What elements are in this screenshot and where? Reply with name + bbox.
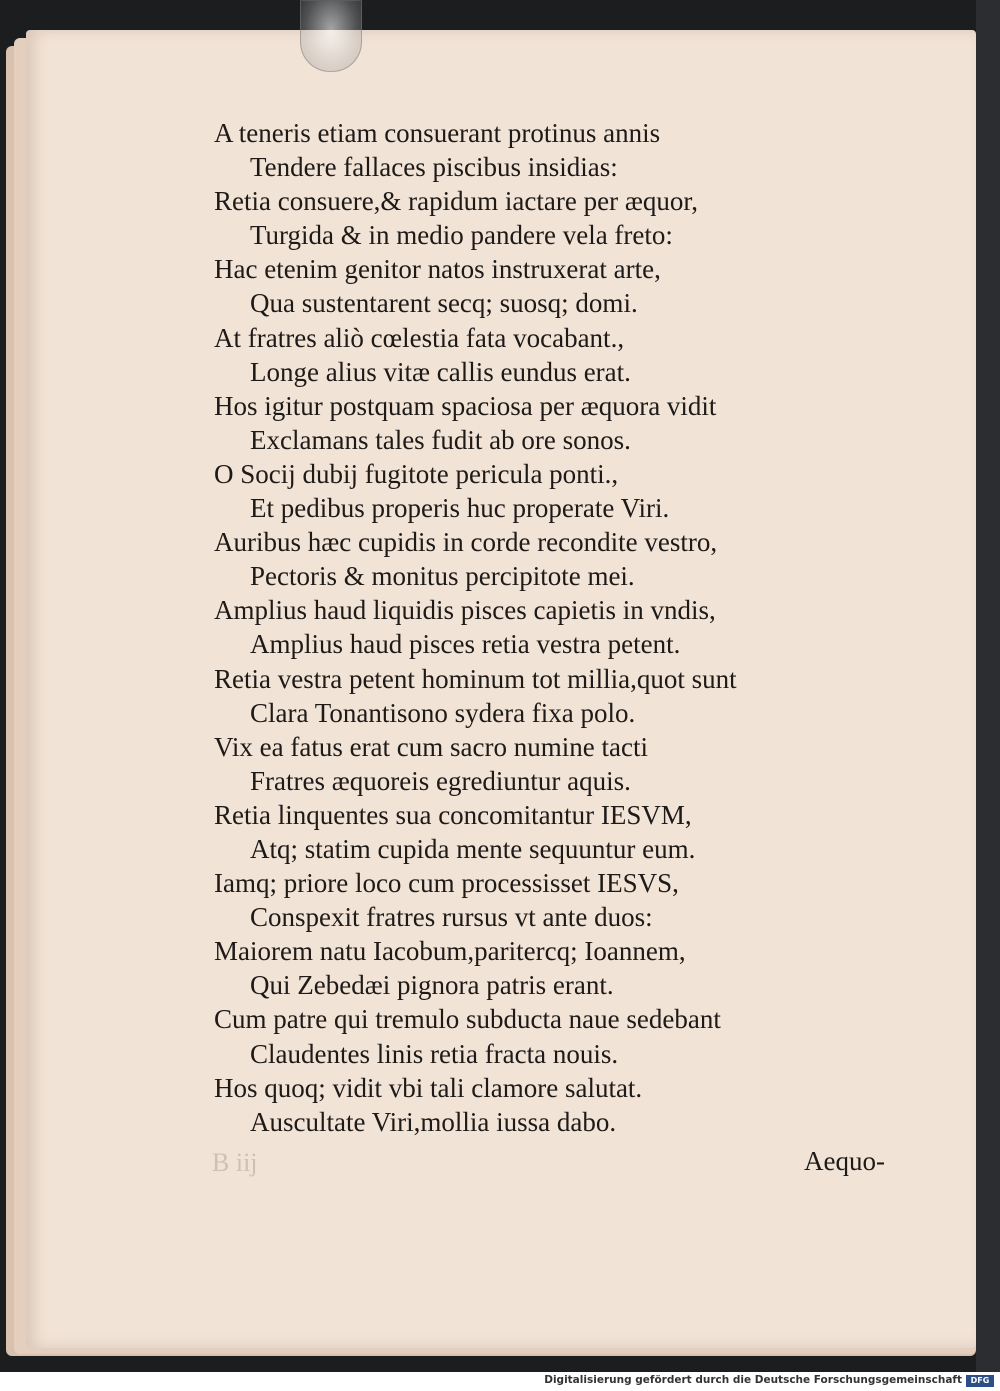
scan-right-edge xyxy=(976,0,1000,1372)
page-clip xyxy=(300,0,362,72)
poem-line: Longe alius vitæ callis eundus erat. xyxy=(250,356,631,387)
poem-line: Qui Zebedæi pignora patris erant. xyxy=(250,970,614,1001)
poem-line: Et pedibus properis huc properate Viri. xyxy=(250,493,670,524)
poem-line: Iamq; priore loco cum processisset IESVS, xyxy=(214,868,679,899)
poem-line: Cum patre qui tremulo subducta naue sedebant xyxy=(214,1004,721,1035)
poem-line: Maiorem natu Iacobum,paritercq; Ioannem, xyxy=(214,936,686,967)
poem-line: Turgida & in medio pandere vela freto: xyxy=(250,220,673,251)
poem-line: Atq; statim cupida mente sequuntur eum. xyxy=(250,833,696,864)
poem-text xyxy=(214,116,854,1139)
poem-line: Claudentes linis retia fracta nouis. xyxy=(250,1038,619,1069)
signature-mark: B iij xyxy=(212,1148,258,1177)
poem-line: Retia vestra petent hominum tot millia,quot sunt xyxy=(214,663,737,694)
poem-line: Clara Tonantisono sydera fixa polo. xyxy=(250,697,636,728)
poem-line: Auscultate Viri,mollia iussa dabo. xyxy=(250,1106,617,1137)
poem-line: Exclamans tales fudit ab ore sonos. xyxy=(250,424,631,455)
footer-bar xyxy=(0,1372,1000,1391)
poem-line: Hos igitur postquam spaciosa per æquora vidit xyxy=(214,390,717,421)
poem-line: A teneris etiam consuerant protinus annis xyxy=(214,118,661,148)
poem-line: At fratres aliò cœlestia fata vocabant., xyxy=(214,322,625,353)
poem-line: Amplius haud pisces retia vestra petent. xyxy=(250,629,681,660)
poem-line: Amplius haud liquidis pisces capietis in vndis, xyxy=(214,595,716,626)
poem-line: Fratres æquoreis egrediuntur aquis. xyxy=(250,765,631,796)
footer-credit: Digitalisierung gefördert durch die Deutsche Forschungsgemeinschaft xyxy=(544,1374,962,1386)
poem-line: Tendere fallaces piscibus insidias: xyxy=(250,152,618,183)
dfg-logo-icon: DFG xyxy=(966,1375,994,1387)
poem-line: Retia consuere,& rapidum iactare per æquor, xyxy=(214,186,698,217)
poem-line: Conspexit fratres rursus vt ante duos: xyxy=(250,902,653,933)
poem-line: Pectoris & monitus percipitote mei. xyxy=(250,561,635,592)
show-through-text xyxy=(866,110,976,1170)
poem-line: Hac etenim genitor natos instruxerat arte, xyxy=(214,254,661,285)
poem-line: Hos quoq; vidit vbi tali clamore salutat. xyxy=(214,1072,643,1103)
poem-line: Qua sustentarent secq; suosq; domi. xyxy=(250,288,638,319)
poem-line: O Socij dubij fugitote pericula ponti., xyxy=(214,458,619,489)
poem-line: Auribus hæc cupidis in corde recondite vestro, xyxy=(214,527,718,558)
poem-line: Vix ea fatus erat cum sacro numine tacti xyxy=(214,731,648,762)
poem-line: Retia linquentes sua concomitantur IESVM, xyxy=(214,799,692,830)
catchword: Aequo- xyxy=(804,1146,885,1176)
